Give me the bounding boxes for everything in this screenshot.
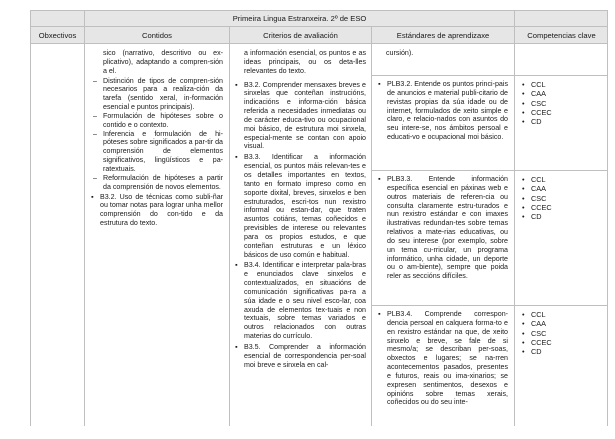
objectives-cell (31, 44, 85, 426)
standard-text: cursión). (386, 49, 414, 57)
bullet-marker: ▪ (378, 310, 381, 318)
competence-code: CAA (531, 319, 547, 329)
competence-code: CD (531, 347, 542, 357)
competence-item (521, 310, 602, 319)
dash-marker: – (93, 129, 97, 138)
title-right-blank (515, 11, 608, 27)
criteria-item-text: B3.3. Identificar a información esencial, os puntos máis relevan-tes e os detalles importantes en textos, tanto en formato impreso como en soporte dixital, breves, sinxelos e ben estruturados, escri-tos nun rexistro informal ou estan-dar, que traten asuntos cotiáns, temas coñecidos e previsibles de interese ou relevantes para os propios estudos, e que conteñan estruturas e un léxico básicos de uso común e habitual. (244, 153, 366, 259)
dash-marker: – (93, 76, 97, 85)
criteria-intro-text: a información esencial, os puntos e as ideas principais, ou os deta-lles relevantes do texto. (244, 49, 366, 75)
standards-row-1 (372, 44, 515, 75)
bullet-marker: ▪ (378, 80, 381, 88)
bullet-marker: ▪ (235, 343, 238, 351)
standard-item (378, 175, 508, 281)
competence-code: CSC (531, 328, 547, 338)
standards-row-3 (372, 170, 515, 305)
criteria-intro (235, 49, 366, 76)
dash-marker: – (93, 173, 97, 182)
contents-item (91, 77, 223, 112)
competences-row-3 (515, 170, 608, 305)
bullet-marker: • (522, 89, 525, 99)
competence-code: CCL (531, 310, 546, 319)
competences-row-4 (515, 305, 608, 426)
contents-item-text: Formulación de hipóteses sobre o contido e o contexto. (103, 111, 223, 129)
contents-item-text: Reformulación de hipóteses a partir da comprensión de novos elementos. (103, 173, 223, 191)
competence-code: CAA (531, 184, 547, 194)
competence-item (521, 175, 602, 184)
competence-code: CCL (531, 80, 546, 89)
title-left-blank (31, 11, 85, 27)
bullet-marker: • (522, 193, 525, 203)
bullet-marker: • (522, 98, 525, 108)
competence-item (521, 184, 602, 193)
bullet-marker: • (522, 347, 525, 357)
competence-list (521, 310, 602, 356)
bullet-marker: • (522, 202, 525, 212)
contents-intro (91, 49, 223, 76)
criteria-cell (230, 44, 372, 426)
bullet-marker: ▪ (235, 153, 238, 162)
competence-code: CD (531, 212, 542, 222)
competence-code: CAA (531, 89, 547, 99)
bullet-marker: • (522, 175, 525, 184)
competence-item (521, 203, 602, 212)
standard-text: PLB3.4. Comprende correspon-dencia persoal en calquera forma-to e en rexistro estándar na que, de xeito sinxelo e breve, se fale de si mesmo/a; se describan per-soas, obxectos e lugares; se na-rren acontecementos pasados, presentes e futuros, reais ou ima-xinarios; se expresen sentimentos, desexos e opinións sobre temas xerais, coñecidos ou do seu inte- (387, 310, 508, 407)
competence-list (521, 80, 602, 126)
contents-item (91, 193, 223, 228)
standard-text: PLB3.3. Entende información específica esencial en páxinas web e outros materiais de referen-cia ou consulta claramente estru-turados e nun rexistro estándar e con imaxes ilustrativas redundan-tes sobre temas relativos a mate-rias educativas, ou do seu interese (por exemplo, sobre un tema cu-rricular, un programa informático, unha cidade, un deporte ou o am-biente), sempre que poida reler as seccións difíciles. (387, 175, 508, 281)
bullet-marker: ▪ (378, 175, 381, 183)
table-title: Primeira Lingua Estranxeira. 2º de ESO (85, 11, 515, 27)
standard-text: PLB3.2. Entende os puntos princi-pais de anuncios e material publi-citario de revistas propias da súa idade ou de internet, formulados de xeito simple e claro, e relacio-nados con asuntos do seu intere-se, nos ámbitos persoal e educati-vo e ocupacional moi básico. (387, 80, 508, 142)
competence-list (521, 175, 602, 221)
competence-code: CCEC (531, 337, 552, 347)
standard-item (378, 80, 508, 142)
bullet-marker: ▪ (235, 261, 238, 270)
bullet-marker: • (522, 80, 525, 89)
competence-item (521, 329, 602, 338)
contents-item-text: Distinción de tipos de compren-sión necesarios para a realiza-ción da tarefa (sentido xeral, in-formación esencial e puntos principais). (103, 76, 223, 112)
competence-item (521, 319, 602, 328)
contents-item (91, 112, 223, 130)
competence-item (521, 194, 602, 203)
standards-row-2 (372, 75, 515, 170)
bullet-marker: • (522, 212, 525, 222)
bullet-marker: ▪ (235, 80, 238, 89)
header-objectives: Obxectivos (31, 27, 85, 44)
contents-intro-text: sico (narrativo, descritivo ou ex-plicativo), adaptando a compren-sión a el. (103, 49, 223, 75)
competence-item (521, 89, 602, 98)
criteria-item (235, 153, 366, 259)
bullet-marker: • (522, 328, 525, 338)
competence-code: CCEC (531, 202, 552, 212)
bullet-marker: • (522, 117, 525, 127)
contents-cell (85, 44, 230, 426)
competences-row-1 (515, 44, 608, 75)
competence-code: CSC (531, 98, 547, 108)
competence-code: CCEC (531, 107, 552, 117)
bullet-marker: • (522, 319, 525, 329)
bullet-marker: • (522, 184, 525, 194)
criteria-item-text: B3.4. Identificar e interpretar pala-bras e enunciados clave sinxelos e contextualizados, en situacións de comunicación significativas pa-ra a súa idade e o seu nivel esco-lar, coa axuda de elementos tex-tuais e non textuais, sobre temas variados e outros relacionados con outras materias do currículo. (244, 261, 366, 341)
competence-code: CD (531, 117, 542, 127)
contents-item (91, 130, 223, 174)
competence-item (521, 99, 602, 108)
header-competences: Competencias clave (515, 27, 608, 44)
competence-code: CCL (531, 175, 546, 184)
contents-item-text: Inferencia e formulación de hi-póteses sobre significados a par-tir da comprensión de elementos significativos, lingüísticos e pa-ratextuais. (103, 129, 223, 173)
competence-item (521, 117, 602, 126)
competence-item (521, 108, 602, 117)
curriculum-table (30, 10, 608, 426)
bullet-marker: • (522, 107, 525, 117)
criteria-item (235, 81, 366, 152)
header-criteria: Criterios de avaliación (230, 27, 372, 44)
criteria-item (235, 261, 366, 341)
bullet-marker: • (522, 310, 525, 319)
bullet-marker: • (522, 337, 525, 347)
standards-row-4 (372, 305, 515, 426)
competence-code: CSC (531, 193, 547, 203)
contents-item-text: B3.2. Uso de técnicas como subli-ñar ou tomar notas para lograr unha mellor comprensión do con-tido e da estrutura do texto. (100, 192, 223, 228)
criteria-item-text: B3.2. Comprender mensaxes breves e sinxelas que conteñan instrucións, indicacións e informa-ción básica referida a necesidades inmediatas ou de carácter educa-tivo ou ocupacional moi básico, de estrutura moi sinxela, especial-mente se contan con apoio visual. (244, 80, 366, 151)
competence-item (521, 80, 602, 89)
header-contents: Contidos (85, 27, 230, 44)
competence-item (521, 338, 602, 347)
criteria-item-text: B3.5. Comprender a información esencial de correspondencia per-soal moi breve e sinxela en cal- (244, 343, 366, 369)
competence-item (521, 347, 602, 356)
competence-item (521, 212, 602, 221)
contents-item (91, 174, 223, 192)
header-standards: Estándares de aprendizaxe (372, 27, 515, 44)
standard-item (378, 310, 508, 407)
competences-row-2 (515, 75, 608, 170)
bullet-marker: ▪ (91, 192, 94, 201)
dash-marker: – (93, 111, 97, 120)
criteria-item (235, 343, 366, 370)
